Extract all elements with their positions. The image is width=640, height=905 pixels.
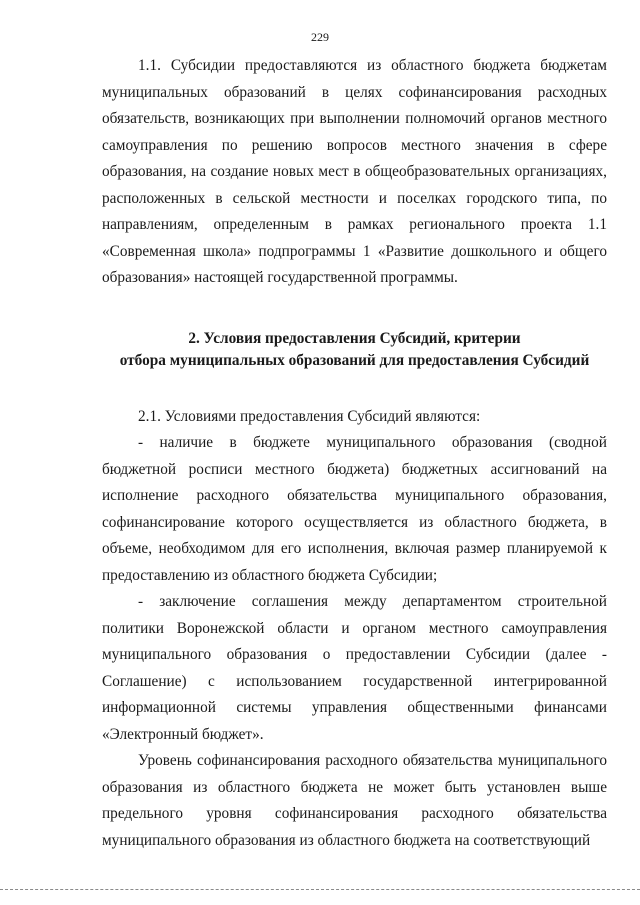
paragraph-2-1: 2.1. Условиями предоставления Субсидий являются: [138,407,481,425]
section-heading [102,328,607,372]
paragraph-cofinancing-level: Уровень софинансирования расходного обязательства муниципального образования из областного бюджета не может быть установлен выше предельного уровня софинансирования расходного обязательства муниципального образования из областного бюджета на соответствующий [102,752,607,849]
section-heading-line-2: отбора муниципальных образований для предоставления Субсидий [119,351,590,369]
condition-item-budget: - наличие в бюджете муниципального образования (сводной бюджетной росписи местного бюджета) бюджетных ассигнований на исполнение расходного обязательства муниципального образования, софинансирование которого осуществляется из областного бюджета, в объеме, необходимом для его исполнения, включая размер планируемой к предоставлению из областного бюджета Субсидии; [102,434,607,584]
condition-item-agreement: - заключение соглашения между департаментом строительной политики Воронежской области и органом местного самоуправления муниципального образования о предоставлении Субсидии (далее - Соглашение) с использованием государственной интегрированной информационной системы управления общественными финансами «Электронный бюджет». [102,593,607,743]
document-body [102,53,607,854]
paragraph-1-1: 1.1. Субсидии предоставляются из областного бюджета бюджетам муниципальных образований в целях софинансирования расходных обязательств, возникающих при выполнении полномочий органов местного самоуправления по решению вопросов местного значения в сфере образования, на создание новых мест в общеобразовательных организациях, расположенных в сельской местности и поселках городского типа, по направлениям, определенным в рамках регионального проекта 1.1 «Современная школа» подпрограммы 1 «Развитие дошкольного и общего образования» настоящей государственной программы. [102,57,607,286]
section-heading-line-1: 2. Условия предоставления Субсидий, критерии [188,329,521,347]
page-number: 229 [311,30,329,44]
page-bottom-divider [0,889,640,890]
